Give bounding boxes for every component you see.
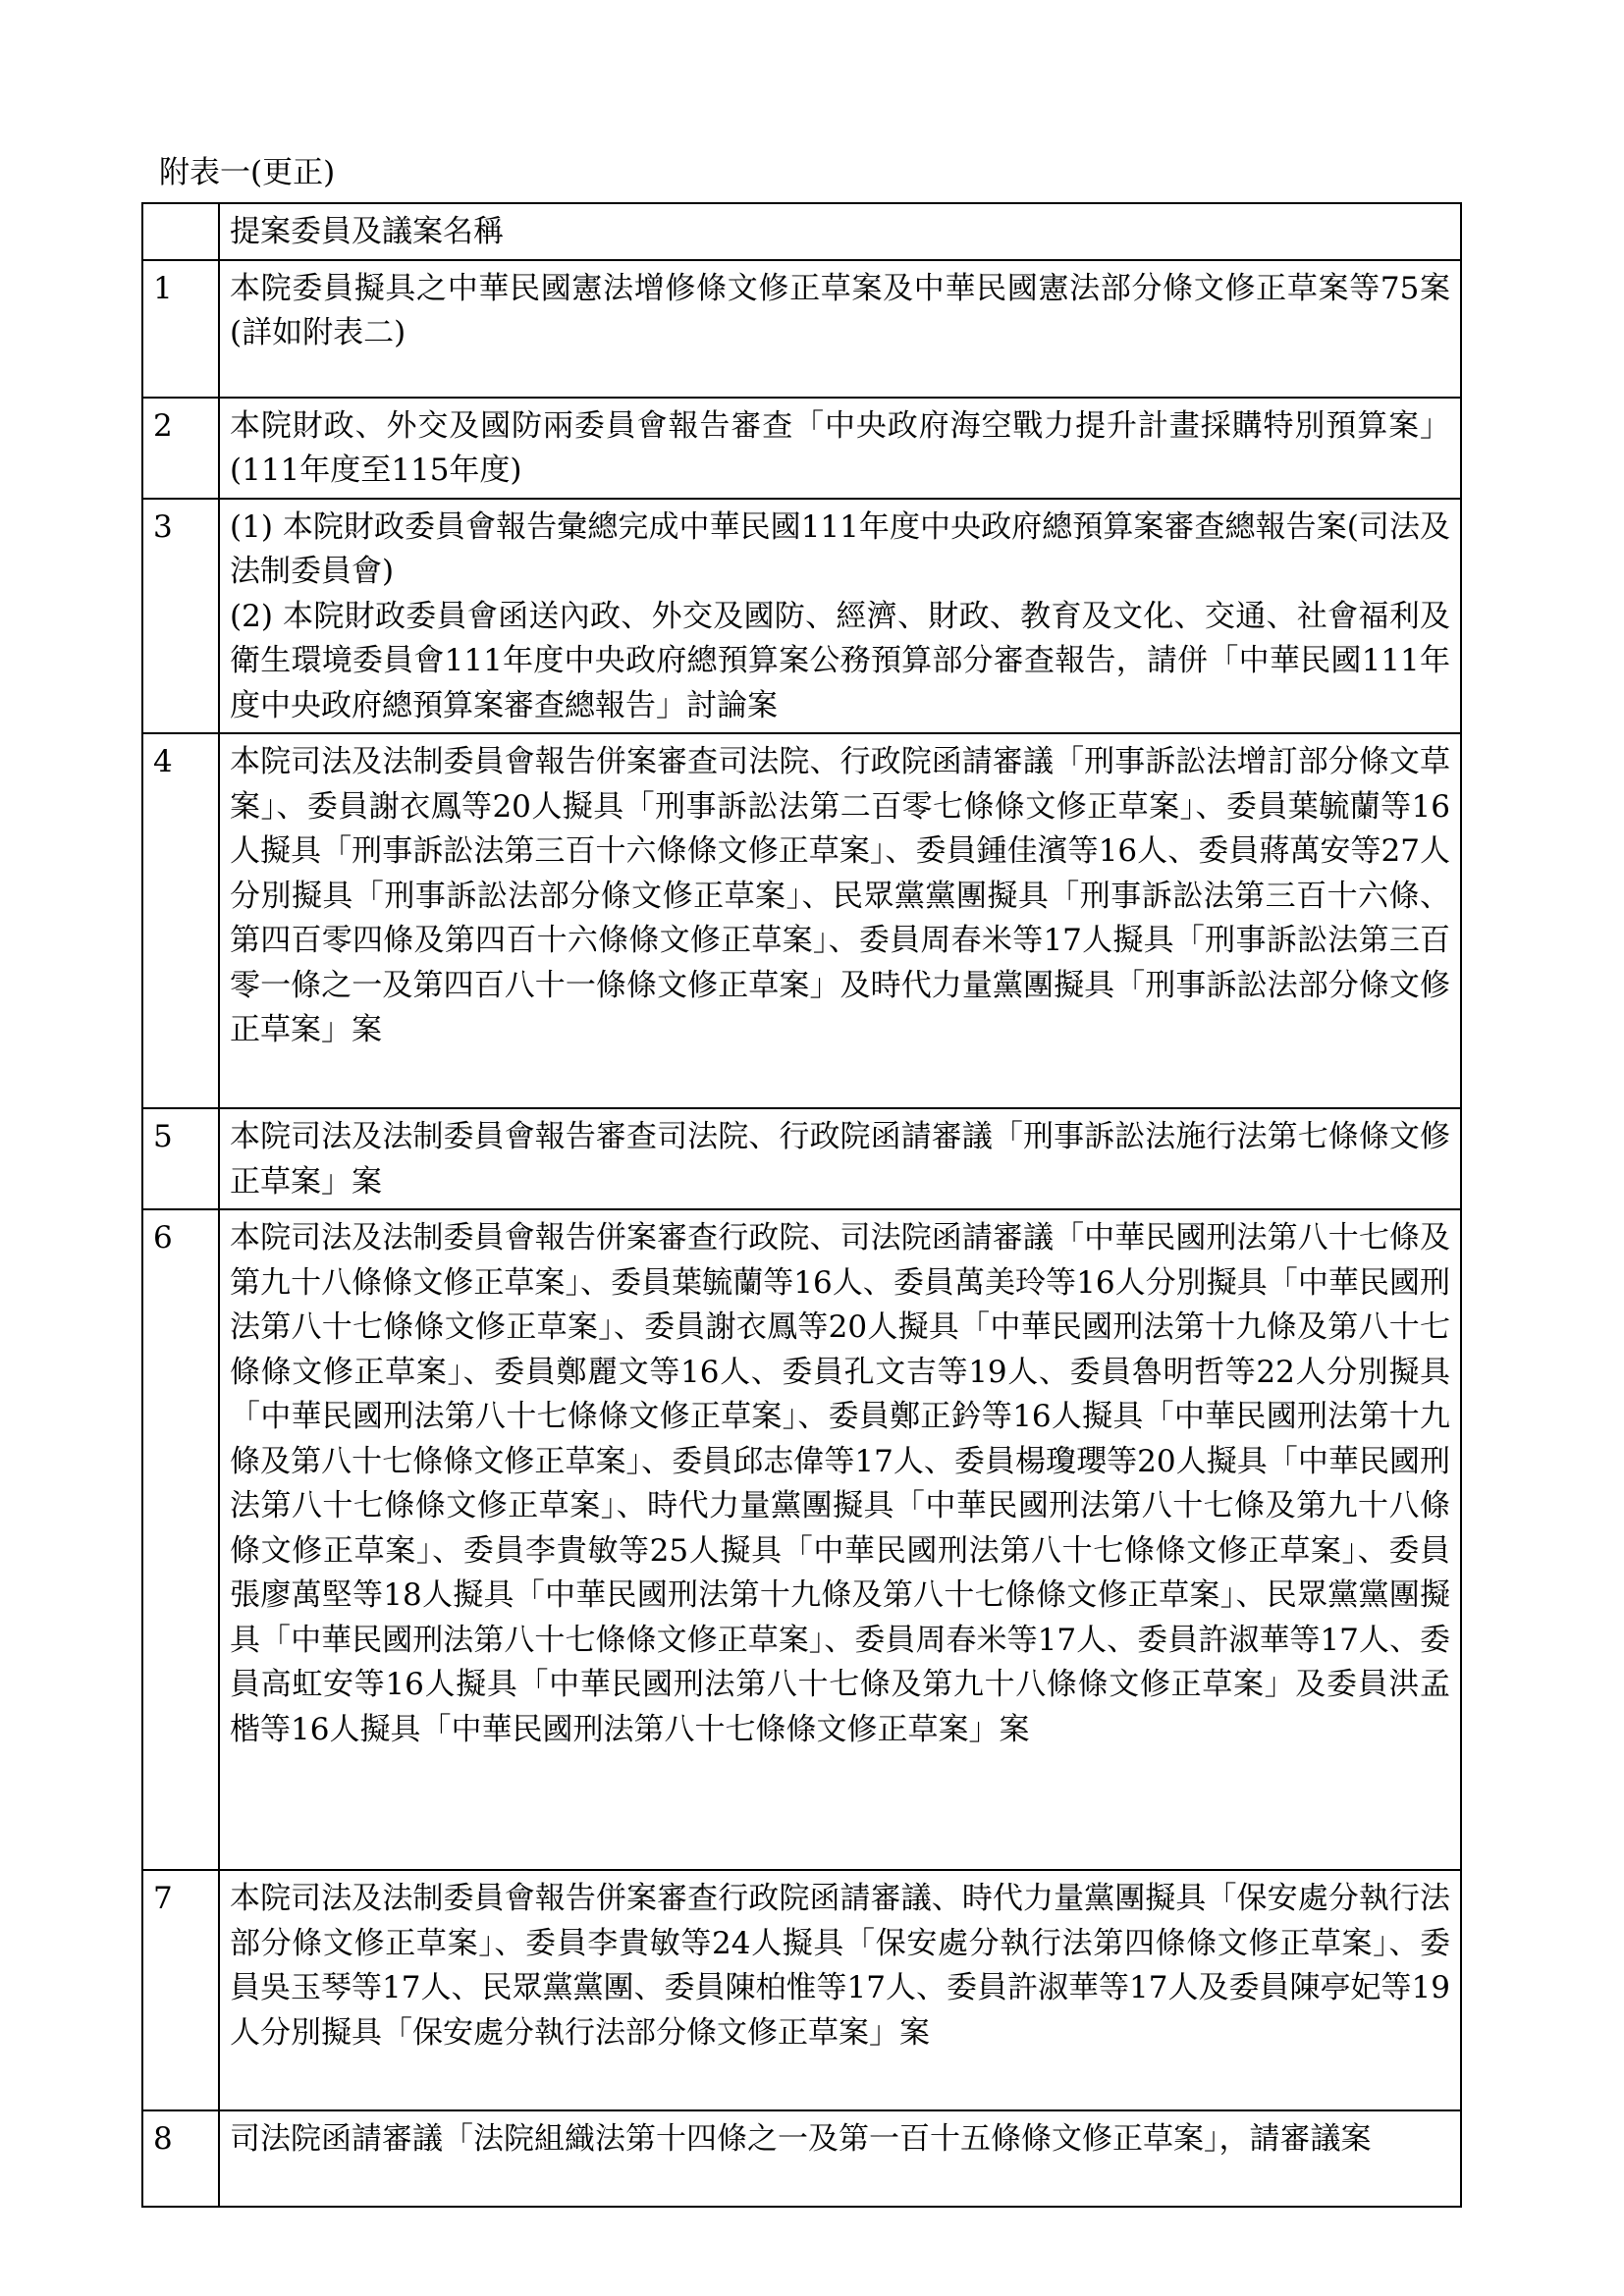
table-row <box>142 398 1461 499</box>
row-paragraph: 本院財政、外交及國防兩委員會報告審查「中央政府海空戰力提升計畫採購特別預算案」(111年度至115年度) <box>230 407 1450 488</box>
row-paragraph: (1) 本院財政委員會報告彙總完成中華民國111年度中央政府總預算案審查總報告案(司法及法制委員會) <box>230 508 1450 589</box>
row-paragraph: (2) 本院財政委員會函送內政、外交及國防、經濟、財政、教育及文化、交通、社會福利及衛生環境委員會111年度中央政府總預算案公務預算部分審查報告，請併「中華民國111年度中央政府總預算案審查總報告」討論案 <box>230 598 1450 723</box>
table-row <box>142 1209 1461 1870</box>
row-number: 7 <box>142 1870 219 2110</box>
row-content <box>219 260 1461 398</box>
row-paragraph: 司法院函請審議「法院組織法第十四條之一及第一百十五條條文修正草案」，請審議案 <box>230 2121 1372 2157</box>
table-row <box>142 499 1461 734</box>
row-content <box>219 733 1461 1108</box>
row-content <box>219 1108 1461 1209</box>
motions-table <box>141 202 1462 2208</box>
row-content <box>219 2110 1461 2207</box>
row-paragraph: 本院司法及法制委員會報告併案審查行政院、司法院函請審議「中華民國刑法第八十七條及第九十八條條文修正草案」、委員葉毓蘭等16人、委員萬美玲等16人分別擬具「中華民國刑法第八十七條條文修正草案」、委員謝衣鳳等20人擬具「中華民國刑法第十九條及第八十七條條文修正草案」、委員鄭麗文等16人、委員孔文吉等19人、委員魯明哲等22人分別擬具「中華民國刑法第八十七條條文修正草案」、委員鄭正鈐等16人擬具「中華民國刑法第十九條及第八十七條條文修正草案」、委員邱志偉等17人、委員楊瓊瓔等20人擬具「中華民國刑法第八十七條條文修正草案」、時代力量黨團擬具「中華民國刑法第八十七條及第九十八條條文修正草案」、委員李貴敏等25人擬具「中華民國刑法第八十七條條文修正草案」、委員張廖萬堅等18人擬具「中華民國刑法第十九條及第八十七條條文修正草案」、民眾黨黨團擬具「中華民國刑法第八十七條條文修正草案」、委員周春米等17人、委員許淑華等17人、委員高虹安等16人擬具「中華民國刑法第八十七條及第九十八條條文修正草案」及委員洪孟楷等16人擬具「中華民國刑法第八十七條條文修正草案」案 <box>230 1220 1450 1747</box>
table-row <box>142 2110 1461 2207</box>
row-number: 1 <box>142 260 219 398</box>
row-content <box>219 398 1461 499</box>
document-title: 附表一(更正) <box>159 155 336 190</box>
header-content-cell: 提案委員及議案名稱 <box>219 203 1461 260</box>
row-number: 2 <box>142 398 219 499</box>
row-content <box>219 1870 1461 2110</box>
table-row <box>142 1870 1461 2110</box>
table-header-row <box>142 203 1461 260</box>
row-number: 5 <box>142 1108 219 1209</box>
row-paragraph: 本院司法及法制委員會報告併案審查司法院、行政院函請審議「刑事訴訟法增訂部分條文草案」、委員謝衣鳳等20人擬具「刑事訴訟法第二百零七條條文修正草案」、委員葉毓蘭等16人擬具「刑事訴訟法第三百十六條條文修正草案」、委員鍾佳濱等16人、委員蔣萬安等27人分別擬具「刑事訴訟法部分條文修正草案」、民眾黨黨團擬具「刑事訴訟法第三百十六條、第四百零四條及第四百十六條條文修正草案」、委員周春米等17人擬具「刑事訴訟法第三百零一條之一及第四百八十一條條文修正草案」及時代力量黨團擬具「刑事訴訟法部分條文修正草案」案 <box>230 744 1450 1047</box>
table-row <box>142 733 1461 1108</box>
row-paragraph: 本院司法及法制委員會報告併案審查行政院函請審議、時代力量黨團擬具「保安處分執行法部分條文修正草案」、委員李貴敏等24人擬具「保安處分執行法第四條條文修正草案」、委員吳玉琴等17人、民眾黨黨團、委員陳柏惟等17人、委員許淑華等17人及委員陳亭妃等19人分別擬具「保安處分執行法部分條文修正草案」案 <box>230 1881 1450 2051</box>
row-number: 4 <box>142 733 219 1108</box>
row-number: 6 <box>142 1209 219 1870</box>
row-number: 3 <box>142 499 219 734</box>
row-content <box>219 1209 1461 1870</box>
header-num-cell <box>142 203 219 260</box>
row-content <box>219 499 1461 734</box>
row-paragraph: 本院委員擬具之中華民國憲法增修條文修正草案及中華民國憲法部分條文修正草案等75案(詳如附表二) <box>230 270 1450 350</box>
table-row <box>142 260 1461 398</box>
table-row <box>142 1108 1461 1209</box>
row-number: 8 <box>142 2110 219 2207</box>
row-paragraph: 本院司法及法制委員會報告審查司法院、行政院函請審議「刑事訴訟法施行法第七條條文修正草案」案 <box>230 1119 1450 1200</box>
